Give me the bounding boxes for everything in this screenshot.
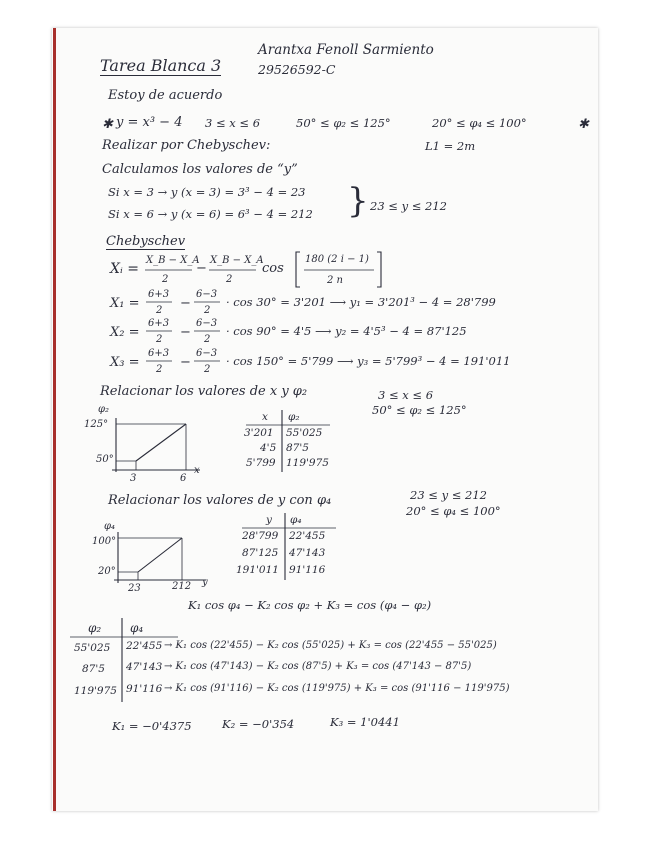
- result-k1: K₁ = −0'4375: [112, 719, 192, 733]
- x-range: 3 ≤ x ≤ 6: [205, 116, 261, 130]
- table1-row1-x: 3'201: [244, 427, 274, 439]
- eq-table-header-phi4: φ₄: [130, 621, 144, 635]
- relate-x-heading: Relacionar los valores de x y φ₂: [100, 384, 308, 399]
- formula-bracket-left: [296, 252, 300, 287]
- graph2-x-left-tick: 23: [128, 583, 141, 594]
- graph1-linear-relation: [136, 424, 186, 461]
- eq-row3-phi4: 91'116: [126, 683, 163, 695]
- formula-cos: cos: [262, 261, 284, 276]
- table2-row2-y: 87'125: [242, 547, 279, 559]
- eq-row1-phi2: 55'025: [74, 642, 111, 654]
- eq-row1-equation: → K₁ cos (22'455) − K₂ cos (55'025) + K₃ = cos (22'455 − 55'025): [164, 640, 497, 651]
- phi2-range: 50° ≤ φ₂ ≤ 125°: [296, 116, 391, 130]
- table1-row2-phi2: 87'5: [286, 442, 309, 454]
- x1-minus: −: [180, 296, 191, 311]
- phi4-range: 20° ≤ φ₄ ≤ 100°: [432, 116, 527, 130]
- x2-frac-a-num: 6+3: [148, 318, 170, 329]
- formula-num2: X_B − X_A: [210, 255, 264, 266]
- link-length: L1 = 2m: [425, 139, 476, 153]
- x1-result: · cos 30° = 3'201 ⟶ y₁ = 3'201³ − 4 = 28'799: [226, 295, 496, 309]
- graph2-y-axis-label: φ₄: [104, 521, 116, 532]
- x1-frac-a-num: 6+3: [148, 289, 170, 300]
- table2-row3-y: 191'011: [236, 564, 279, 576]
- x1-lhs: X₁ =: [110, 296, 140, 311]
- table1-row3-x: 5'799: [246, 457, 276, 469]
- x3-lhs: X₃ =: [110, 355, 140, 370]
- formula-den1: 2: [162, 274, 169, 285]
- x3-frac-b-den: 2: [204, 364, 211, 375]
- graph1-y-axis-label: φ₂: [98, 404, 110, 415]
- table1-header-phi2: φ₂: [288, 411, 300, 423]
- asterisk-mark-left: ✱: [102, 117, 113, 132]
- function-definition: y = x³ − 4: [116, 115, 183, 130]
- relate-x-range-phi2: 50° ≤ φ₂ ≤ 125°: [372, 403, 467, 417]
- graph1-x-axis-label: x: [194, 465, 200, 476]
- graph2-x-right-tick: 212: [172, 581, 192, 592]
- relate-y-heading: Relacionar los valores de y con φ₄: [108, 493, 332, 508]
- author-name: Arantxa Fenoll Sarmiento: [258, 42, 434, 58]
- graph2-y-bottom-tick: 20°: [98, 566, 116, 577]
- formula-den3: 2 n: [327, 275, 343, 286]
- x2-result: · cos 90° = 4'5 ⟶ y₂ = 4'5³ − 4 = 87'125: [226, 324, 467, 338]
- x2-frac-b-den: 2: [204, 334, 211, 345]
- eq-row1-phi4: 22'455: [126, 640, 163, 652]
- calc-y-intro: Calculamos los valores de “y”: [102, 162, 298, 177]
- calc-y-line1: Si x = 3 → y (x = 3) = 3³ − 4 = 23: [108, 185, 306, 199]
- x1-frac-b-den: 2: [204, 305, 211, 316]
- x2-minus: −: [180, 325, 191, 340]
- result-k2: K₂ = −0'354: [222, 717, 295, 731]
- method-statement: Realizar por Chebyschev:: [102, 138, 271, 153]
- table2-row1-y: 28'799: [242, 530, 279, 542]
- x1-frac-b-num: 6−3: [196, 289, 218, 300]
- table2-header-phi4: φ₄: [290, 514, 302, 526]
- table2-row2-phi4: 47'143: [289, 547, 326, 559]
- table1-header-x: x: [262, 411, 268, 423]
- x3-frac-a-den: 2: [156, 364, 163, 375]
- x3-result: · cos 150° = 5'799 ⟶ y₃ = 5'799³ − 4 = 191'011: [226, 354, 511, 368]
- graph1-x-right-tick: 6: [180, 473, 187, 484]
- x3-frac-a-num: 6+3: [148, 348, 170, 359]
- graph2-phi4-vs-y: [114, 532, 206, 583]
- freudenstein-equation: K₁ cos φ₄ − K₂ cos φ₂ + K₃ = cos (φ₄ − φ₂): [188, 598, 432, 612]
- relate-y-range-phi4: 20° ≤ φ₄ ≤ 100°: [406, 504, 501, 518]
- formula-minus: −: [196, 261, 207, 276]
- formula-num3: 180 (2 i − 1): [305, 254, 369, 265]
- formula-den2: 2: [226, 274, 233, 285]
- formula-bracket-right: [377, 252, 381, 287]
- x2-lhs: X₂ =: [110, 325, 140, 340]
- x2-frac-a-den: 2: [156, 334, 163, 345]
- eq-row2-phi4: 47'143: [126, 661, 163, 673]
- graph2-linear-relation: [138, 538, 182, 572]
- x3-frac-b-num: 6−3: [196, 348, 218, 359]
- table1-row3-phi2: 119'975: [286, 457, 329, 469]
- x3-minus: −: [180, 355, 191, 370]
- graph2-x-axis-label: y: [202, 577, 208, 588]
- graph2-y-top-tick: 100°: [92, 536, 117, 547]
- x2-frac-b-num: 6−3: [196, 318, 218, 329]
- x1-frac-a-den: 2: [156, 305, 163, 316]
- graph1-y-top-tick: 125°: [84, 419, 109, 430]
- table1-row1-phi2: 55'025: [286, 427, 323, 439]
- y-range: 23 ≤ y ≤ 212: [370, 199, 447, 213]
- eq-row3-equation: → K₁ cos (91'116) − K₂ cos (119'975) + K₃ = cos (91'116 − 119'975): [164, 683, 510, 694]
- agreement-note: Estoy de acuerdo: [108, 88, 223, 103]
- formula-num1: X_B − X_A: [146, 255, 200, 266]
- graph1-x-left-tick: 3: [130, 473, 137, 484]
- relate-x-range-x: 3 ≤ x ≤ 6: [378, 388, 434, 402]
- page-title: Tarea Blanca 3: [100, 56, 222, 75]
- graph1-phi2-vs-x: [112, 418, 200, 472]
- table1-row2-x: 4'5: [260, 442, 277, 454]
- eq-row3-phi2: 119'975: [74, 685, 117, 697]
- asterisk-mark-right: ✱: [578, 117, 589, 132]
- student-id: 29526592-C: [258, 62, 336, 77]
- calc-y-line2: Si x = 6 → y (x = 6) = 6³ − 4 = 212: [108, 207, 313, 221]
- table2-header-y: y: [266, 514, 272, 526]
- relate-y-range-y: 23 ≤ y ≤ 212: [410, 488, 487, 502]
- eq-row2-equation: → K₁ cos (47'143) − K₂ cos (87'5) + K₃ = cos (47'143 − 87'5): [164, 661, 472, 672]
- result-k3: K₃ = 1'0441: [330, 715, 400, 729]
- eq-row2-phi2: 87'5: [82, 663, 105, 675]
- graph1-y-bottom-tick: 50°: [96, 454, 114, 465]
- formula-lhs: Xᵢ =: [110, 261, 139, 277]
- brace: }: [347, 181, 369, 221]
- table2-row1-phi4: 22'455: [289, 530, 326, 542]
- eq-table-header-phi2: φ₂: [88, 621, 102, 635]
- chebyschev-heading: Chebyschev: [106, 234, 186, 249]
- table2-row3-phi4: 91'116: [289, 564, 326, 576]
